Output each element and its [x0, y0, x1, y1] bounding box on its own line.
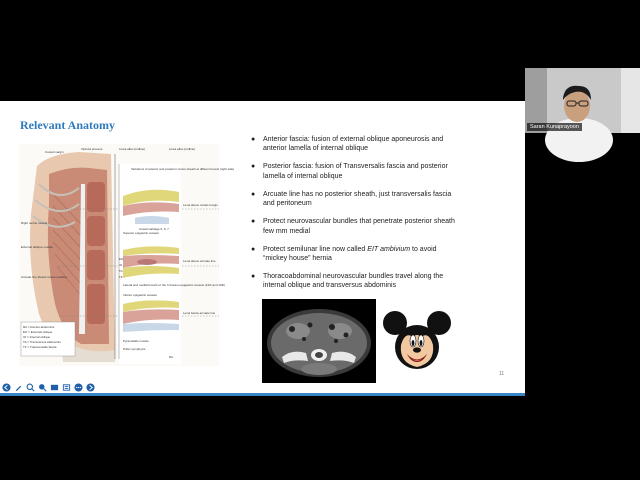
legend-ra: RA = Rectus abdominis [23, 325, 55, 329]
label-costal-margin: Costal margin [45, 150, 64, 154]
bullet-dot-icon: ● [251, 190, 256, 198]
bullet-item [250, 245, 460, 264]
search-icon[interactable] [26, 383, 35, 392]
bullet-text-tail: to avoid “mickey house” hernia [263, 245, 437, 263]
label-lateral-branch: Lateral and medial branch of the 4 thoraco-epigastric vessels (12th and 10th) [123, 283, 226, 287]
bullet-dot-icon: ● [251, 218, 256, 226]
bullet-text: Protect neurovascular bundles that penetrate posterior sheath few mm medial [263, 218, 455, 235]
presentation-slide [0, 101, 525, 393]
bullet-item [250, 272, 460, 291]
abbrev-ta: TA [119, 269, 123, 273]
slide-title: Relevant Anatomy [20, 118, 115, 132]
participant-video[interactable] [525, 68, 640, 133]
label-level-3: Level below arcuate line [183, 311, 216, 315]
label-pyramidalis: Pyramidalis muscle [123, 339, 149, 343]
forward-arrow-icon[interactable] [86, 383, 95, 392]
label-costal-cartilage: Costal cartilage 6, 6, 7 [139, 227, 169, 231]
label-pubic-symphysis: Pubic symphysis [123, 347, 146, 351]
abbrev-io: IO [119, 263, 123, 267]
abbrev-tf: TF [119, 275, 123, 279]
label-linea-alba-1: Linea alba (midline) [119, 147, 146, 151]
bullet-text: Protect semilunar line now called [263, 245, 368, 253]
label-external-oblique: External oblique muscle [21, 245, 53, 249]
label-linea-alba-2: Linea alba (midline) [169, 147, 196, 151]
legend-tf: TF = Transversalis fascia [23, 345, 57, 349]
presentation-toolbar [0, 381, 95, 393]
ct-scan-image [262, 299, 376, 383]
page-number: 11 [499, 371, 505, 377]
bullet-text: Posterior fascia: fusion of Transversalis fascia and posterior lamella of internal oblique [263, 163, 448, 180]
bullet-text: Anterior fascia: fusion of external oblique aponeurosis and anterior lamella of internal oblique [263, 136, 444, 153]
bullet-item [250, 217, 460, 236]
bullet-dot-icon: ● [251, 245, 256, 253]
pen-icon[interactable] [14, 383, 23, 392]
bullet-item [250, 135, 460, 154]
legend-eo: EO = External oblique [23, 330, 53, 334]
menu-icon[interactable] [62, 383, 71, 392]
label-xiphoid: Xiphoid process [81, 147, 103, 151]
label-superior-epigastric: Superior epigastric vessels [123, 231, 159, 235]
label-level-1: Level above costal margin [183, 203, 218, 207]
legend-io: IO = Internal oblique [23, 335, 51, 339]
anatomy-illustration [19, 144, 235, 366]
label-level-2: Level above arcuate line [183, 259, 216, 263]
label-inferior-epigastric: Inferior epigastric vessels [123, 293, 157, 297]
bullet-dot-icon: ● [251, 163, 256, 171]
label-right-rectus: Right rectus muscle [21, 221, 48, 225]
back-arrow-icon[interactable] [2, 383, 11, 392]
bullet-text: Thoracoabdominal neurovascular bundles travel along the internal oblique and transversus abdominis [263, 273, 444, 290]
bullet-list [250, 135, 460, 299]
legend-ta: TA = Transversus abdominis [23, 340, 61, 344]
bullet-text: Arcuate line has no posterior sheath, just transversalis fascia and peritoneum [263, 190, 452, 208]
participant-name: Saran Kunaprayoon [527, 123, 582, 131]
zoom-icon[interactable] [38, 383, 47, 392]
screen-icon[interactable] [50, 383, 59, 392]
bullet-dot-icon: ● [251, 136, 256, 143]
bullet-item [250, 190, 460, 209]
bullet-item [250, 162, 460, 181]
bullet-dot-icon: ● [251, 273, 256, 281]
label-section-title: Variations of anterior and posterior rectus sheath at different levels (right side) [131, 167, 235, 171]
abbrev-eo: EO [119, 257, 124, 261]
mickey-mouse-image [383, 309, 451, 377]
abbrev-ra: RA [169, 355, 174, 359]
slide-progress-bar [0, 393, 525, 396]
label-arcuate-line: Arcuate line (below rectus muscle) [21, 275, 67, 279]
bullet-emphasis: EIT ambivium [367, 245, 411, 253]
more-icon[interactable] [74, 383, 83, 392]
